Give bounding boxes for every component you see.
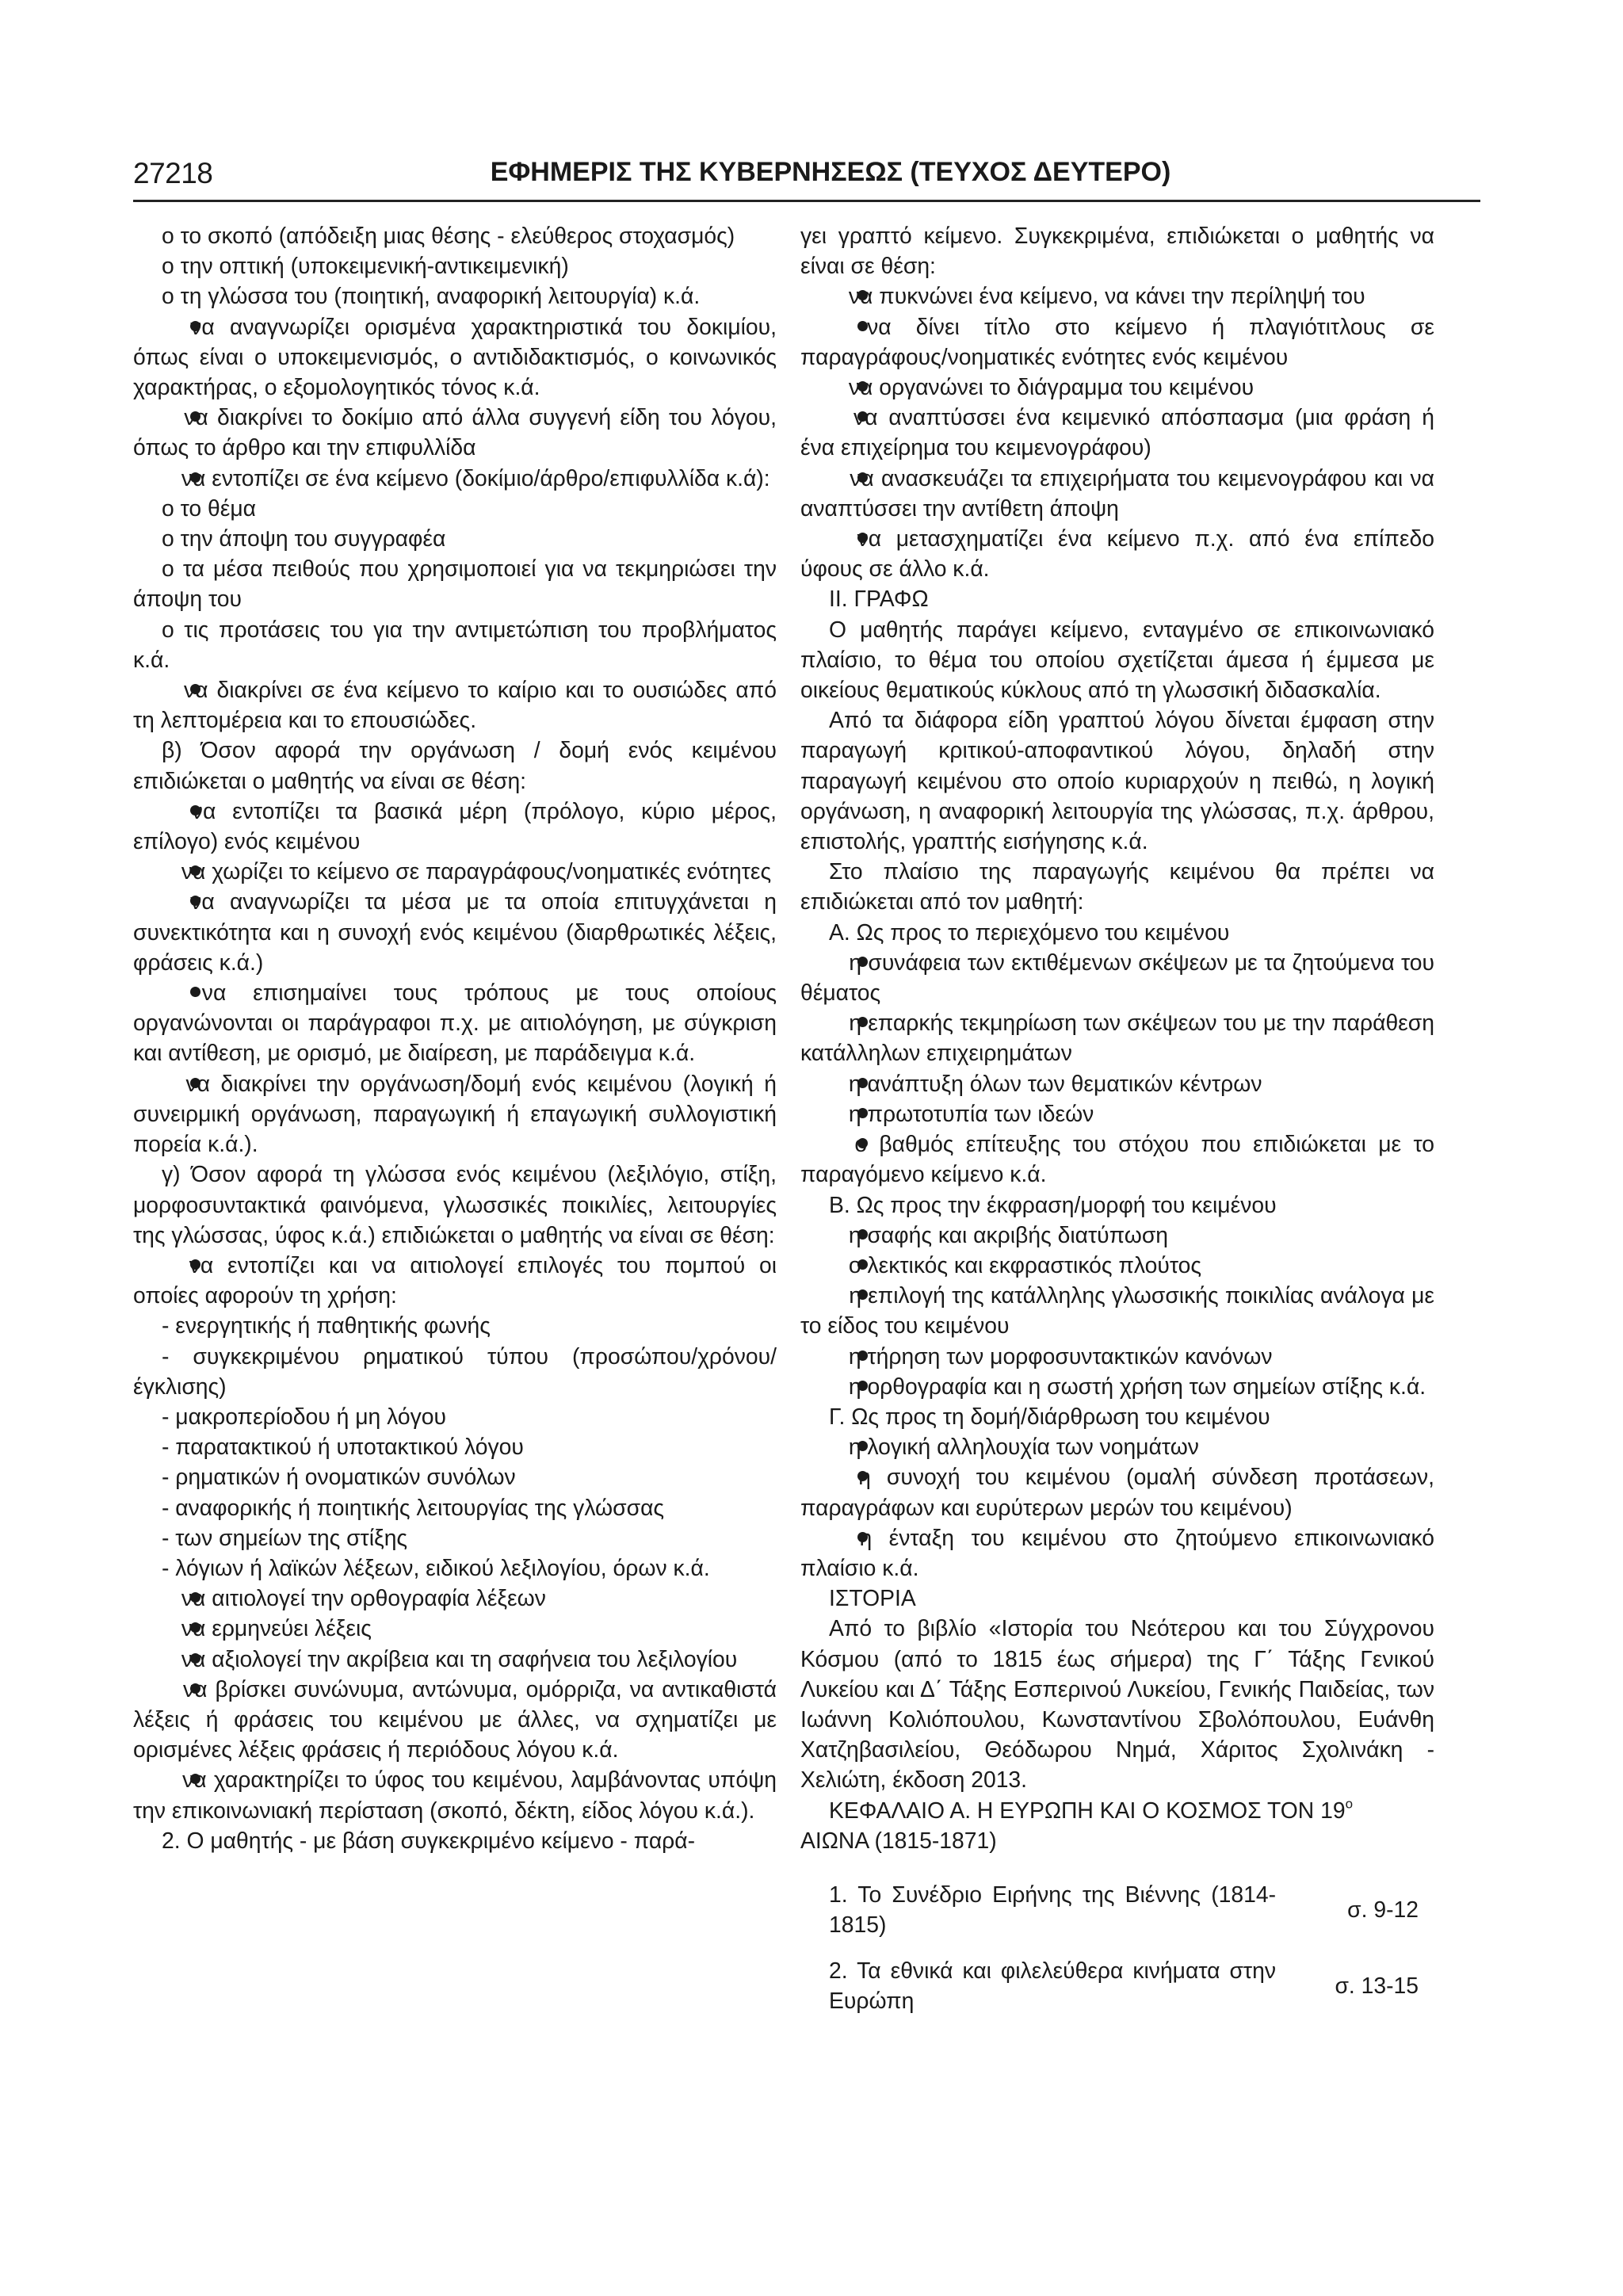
subheading: Α. Ως προς το περιεχόμενο του κειμένου — [829, 919, 1230, 945]
bullet-icon — [829, 1098, 842, 1129]
bullet-icon — [829, 1280, 842, 1310]
bullet-item: η συνοχή του κειμένου (ομαλή σύνδεση προτάσεων, παραγράφων και ευρύτερων μερών του κειμένου) — [800, 1461, 1434, 1522]
chapter-table — [829, 1871, 1434, 2023]
page-title: ΕΦΗΜΕΡΙΣ ΤΗΣ ΚΥΒΕΡΝΗΣΕΩΣ (ΤΕΥΧΟΣ ΔΕΥΤΕΡΟ) — [490, 157, 1171, 187]
bullet-item: να χαρακτηρίζει το ύφος του κειμένου, λαμβάνοντας υπόψη την επικοινωνιακή περίσταση (σκοπό, δέκτη, είδος λόγου κ.ά.). — [133, 1764, 777, 1824]
bullet-item: να πυκνώνει ένα κείμενο, να κάνει την περίληψή του — [800, 281, 1434, 311]
paragraph: - των σημείων της στίξης — [162, 1524, 408, 1550]
bullet-item: η πρωτοτυπία των ιδεών — [800, 1098, 1434, 1129]
bullet-item: ο λεκτικός και εκφραστικός πλούτος — [800, 1250, 1434, 1280]
bullet-item: η συνάφεια των εκτιθέμενων σκέψεων με τα ζητούμενα του θέματος — [800, 947, 1434, 1007]
bullet-icon — [829, 1129, 842, 1159]
bullet-item: να αναπτύσσει ένα κειμενικό απόσπασμα (μια φράση ή ένα επιχείρημα του κειμενογράφου) — [800, 402, 1434, 462]
paragraph: γει γραπτό κείμενο. Συγκεκριμένα, επιδιώκεται ο μαθητής να είναι σε θέση: — [800, 223, 1434, 279]
bullet-icon — [162, 674, 175, 705]
bullet-item: η τήρηση των μορφοσυντακτικών κανόνων — [800, 1341, 1434, 1371]
chapter-pages: σ. 9-12 — [1347, 1896, 1419, 1922]
paragraph: ο τα μέσα πειθούς που χρησιμοποιεί για να τεκμηριώσει την άποψη του — [133, 556, 777, 612]
paragraph: - συγκεκριμένου ρηματικού τύπου (προσώπου/χρόνου/έγκλισης) — [133, 1343, 777, 1399]
bullet-icon — [162, 311, 175, 342]
bullet-item: να αιτιολογεί την ορθογραφία λέξεων — [133, 1583, 777, 1613]
chapter-title: 2. Τα εθνικά και φιλελεύθερα κινήματα στην Ευρώπη — [829, 1957, 1276, 2013]
paragraph: - αναφορικής ή ποιητικής λειτουργίας της γλώσσας — [162, 1494, 665, 1520]
bullet-item: η ένταξη του κειμένου στο ζητούμενο επικοινωνιακό πλαίσιο κ.ά. — [800, 1522, 1434, 1583]
paragraph: γ) Όσον αφορά τη γλώσσα ενός κειμένου (λεξιλόγιο, στίξη, μορφοσυντακτικά φαινόμενα, γλωσσικές ποικιλίες, λειτουργίες της γλώσσας, ύφος κ.ά.) επιδιώκεται ο μαθητής να είναι σε θέση: — [133, 1161, 777, 1247]
bullet-icon — [162, 1068, 175, 1098]
bullet-icon — [162, 1250, 175, 1280]
section-heading: ΙΙ. ΓΡΑΦΩ — [829, 586, 929, 612]
bullet-icon — [162, 856, 175, 886]
bullet-icon — [829, 1220, 842, 1250]
bullet-icon — [162, 1674, 175, 1704]
bullet-icon — [162, 1613, 175, 1643]
bullet-item: να αναγνωρίζει τα μέσα με τα οποία επιτυγχάνεται η συνεκτικότητα και η συνοχή ενός κειμένου (διαρθρωτικές λέξεις, φράσεις κ.ά.) — [133, 886, 777, 977]
bullet-item: να αναγνωρίζει ορισμένα χαρακτηριστικά του δοκιμίου, όπως είναι ο υποκειμενισμός, ο αντιδιδακτισμός, ο κοινωνικός χαρακτήρας, ο εξομολογητικός τόνος κ.ά. — [133, 311, 777, 403]
bullet-item: η σαφής και ακριβής διατύπωση — [800, 1220, 1434, 1250]
bullet-item: ο βαθμός επίτευξης του στόχου που επιδιώκεται με το παραγόμενο κείμενο κ.ά. — [800, 1129, 1434, 1189]
bullet-item: η ανάπτυξη όλων των θεματικών κέντρων — [800, 1068, 1434, 1098]
bullet-item: να εντοπίζει τα βασικά μέρη (πρόλογο, κύριο μέρος, επίλογο) ενός κειμένου — [133, 796, 777, 856]
bullet-icon — [829, 1431, 842, 1461]
paragraph: Στο πλαίσιο της παραγωγής κειμένου θα πρέπει να επιδιώκεται από τον μαθητή: — [800, 858, 1434, 915]
paragraph: Από τα διάφορα είδη γραπτού λόγου δίνεται έμφαση στην παραγωγή κριτικού-αποφαντικού λόγου, δηλαδή στην παραγωγή κειμένου στο οποίο κυριαρχούν η πειθώ, η λογική οργάνωση, η αναφορική λειτουργία της γλώσσας, π.χ. άρθρου, επιστολής, γραπτής εισήγησης κ.ά. — [800, 707, 1434, 854]
bullet-icon — [829, 463, 842, 493]
bullet-item: να ανασκευάζει τα επιχειρήματα του κειμενογράφου και να αναπτύσσει την αντίθετη άποψη — [800, 463, 1434, 523]
bullet-item: να εντοπίζει και να αιτιολογεί επιλογές του πομπού οι οποίες αφορούν τη χρήση: — [133, 1250, 777, 1310]
bullet-icon — [829, 372, 842, 402]
bullet-icon — [162, 977, 175, 1007]
paragraph: ο το σκοπό (απόδειξη μιας θέσης - ελεύθερος στοχασμός) — [162, 223, 735, 248]
subheading: Β. Ως προς την έκφραση/μορφή του κειμένου — [829, 1191, 1277, 1217]
chapter-title: 1. Το Συνέδριο Ειρήνης της Βιέννης (1814-1815) — [829, 1881, 1276, 1937]
chapter-pages: σ. 13-15 — [1335, 1972, 1419, 1998]
table-row — [829, 1947, 1434, 2023]
bullet-icon — [162, 463, 175, 493]
paragraph: ο το θέμα — [162, 495, 256, 521]
bullet-icon — [162, 402, 175, 432]
bullet-icon — [829, 1007, 842, 1037]
right-column — [800, 220, 1434, 2023]
bullet-icon — [829, 1371, 842, 1401]
paragraph: ο την οπτική (υποκειμενική-αντικειμενική) — [162, 253, 569, 279]
bullet-item: να μετασχηματίζει ένα κείμενο π.χ. από ένα επίπεδο ύφους σε άλλο κ.ά. — [800, 523, 1434, 583]
bullet-item: η επαρκής τεκμηρίωση των σκέψεων του με την παράθεση κατάλληλων επιχειρημάτων — [800, 1007, 1434, 1068]
paragraph: - παρατακτικού ή υποτακτικού λόγου — [162, 1434, 524, 1460]
bullet-item: να ερμηνεύει λέξεις — [133, 1613, 777, 1643]
page-number: 27218 — [133, 157, 213, 189]
bullet-item: να δίνει τίτλο στο κείμενο ή πλαγιότιτλους σε παραγράφους/νοηματικές ενότητες ενός κειμένου — [800, 311, 1434, 372]
paragraph: - ρηματικών ή ονοματικών συνόλων — [162, 1464, 516, 1490]
bullet-item: να επισημαίνει τους τρόπους με τους οποίους οργανώνονται οι παράγραφοι π.χ. με αιτιολόγηση, με σύγκριση και αντίθεση, με ορισμό, με διαίρεση, με παράδειγμα κ.ά. — [133, 977, 777, 1068]
paragraph: 2. Ο μαθητής - με βάση συγκεκριμένο κείμενο - παρά- — [162, 1827, 696, 1853]
left-column — [133, 220, 777, 1855]
paragraph: ο τη γλώσσα του (ποιητική, αναφορική λειτουργία) κ.ά. — [162, 283, 701, 309]
bullet-icon — [162, 886, 175, 916]
bullet-item: η λογική αλληλουχία των νοημάτων — [800, 1431, 1434, 1461]
bullet-item: να βρίσκει συνώνυμα, αντώνυμα, ομόρριζα, να αντικαθιστά λέξεις ή φράσεις του κειμένου με άλλες, να σχηματίζει με ορισμένες λέξεις φράσεις ή περιόδους λόγου κ.ά. — [133, 1674, 777, 1765]
bullet-icon — [829, 1461, 842, 1492]
bullet-item: να διακρίνει σε ένα κείμενο το καίριο και το ουσιώδες από τη λεπτομέρεια και το επουσιώδες. — [133, 674, 777, 735]
bullet-icon — [829, 402, 842, 432]
bullet-icon — [162, 1583, 175, 1613]
bullet-icon — [829, 1341, 842, 1371]
bullet-item: η επιλογή της κατάλληλης γλωσσικής ποικιλίας ανάλογα με το είδος του κειμένου — [800, 1280, 1434, 1340]
bullet-item: να εντοπίζει σε ένα κείμενο (δοκίμιο/άρθρο/επιφυλλίδα κ.ά): — [133, 463, 777, 493]
bullet-item: να χωρίζει το κείμενο σε παραγράφους/νοηματικές ενότητες — [133, 856, 777, 886]
bullet-icon — [162, 1644, 175, 1674]
paragraph: Από το βιβλίο «Ιστορία του Νεότερου και του Σύγχρονου Κόσμου (από το 1815 έως σήμερα) της Γ΄ Τάξης Γενικού Λυκείου και Δ΄ Τάξης Εσπερινού Λυκείου, Γενικής Παιδείας, των Ιωάννη Κολιόπουλου, Κωνσταντίνου Σβολόπουλου, Ευάνθη Χατζηβασιλείου, Θεόδωρου Νημά, Χάριτος Σχολινάκη - Χελιώτη, έκδοση 2013. — [800, 1615, 1434, 1793]
bullet-item: να διακρίνει το δοκίμιο από άλλα συγγενή είδη του λόγου, όπως το άρθρο και την επιφυλλίδα — [133, 402, 777, 462]
bullet-icon — [829, 311, 842, 342]
bullet-icon — [829, 1522, 842, 1553]
paragraph: Ο μαθητής παράγει κείμενο, ενταγμένο σε επικοινωνιακό πλαίσιο, το θέμα του οποίου σχετίζεται άμεσα ή έμμεσα με οικείους θεματικούς κύκλους από τη γλωσσική διδασκαλία. — [800, 616, 1434, 703]
bullet-icon — [829, 947, 842, 977]
paragraph: ο την άποψη του συγγραφέα — [162, 525, 446, 552]
bullet-item: να οργανώνει το διάγραμμα του κειμένου — [800, 372, 1434, 402]
bullet-icon — [162, 796, 175, 826]
bullet-item: να αξιολογεί την ακρίβεια και τη σαφήνεια του λεξιλογίου — [133, 1644, 777, 1674]
bullet-item: να διακρίνει την οργάνωση/δομή ενός κειμένου (λογική ή συνειρμική οργάνωση, παραγωγική ή επαγωγική συλλογιστική πορεία κ.ά.). — [133, 1068, 777, 1159]
bullet-icon — [829, 1250, 842, 1280]
bullet-icon — [162, 1764, 175, 1794]
bullet-icon — [829, 1068, 842, 1098]
table-row — [829, 1871, 1434, 1947]
bullet-item: η ορθογραφία και η σωστή χρήση των σημείων στίξης κ.ά. — [800, 1371, 1434, 1401]
paragraph: - λόγιων ή λαϊκών λέξεων, ειδικού λεξιλογίου, όρων κ.ά. — [162, 1554, 710, 1580]
paragraph: β) Όσον αφορά την οργάνωση / δομή ενός κειμένου επιδιώκεται ο μαθητής να είναι σε θέση: — [133, 737, 777, 793]
bullet-icon — [829, 281, 842, 311]
paragraph: - μακροπερίοδου ή μη λόγου — [162, 1403, 446, 1429]
subheading: Γ. Ως προς τη δομή/διάρθρωση του κειμένου — [829, 1403, 1270, 1429]
section-heading: ΙΣΤΟΡΙΑ — [829, 1585, 916, 1611]
page-header — [133, 155, 1480, 202]
paragraph: - ενεργητικής ή παθητικής φωνής — [162, 1312, 491, 1339]
chapter-heading: ΚΕΦΑΛΑΙΟ Α. Η ΕΥΡΩΠΗ ΚΑΙ Ο ΚΟΣΜΟΣ ΤΟΝ $19^o$ ΑΙΩΝΑ (1815-1871) — [800, 1795, 1353, 1853]
paragraph: ο τις προτάσεις του για την αντιμετώπιση του προβλήματος κ.ά. — [133, 616, 777, 672]
bullet-icon — [829, 523, 842, 553]
